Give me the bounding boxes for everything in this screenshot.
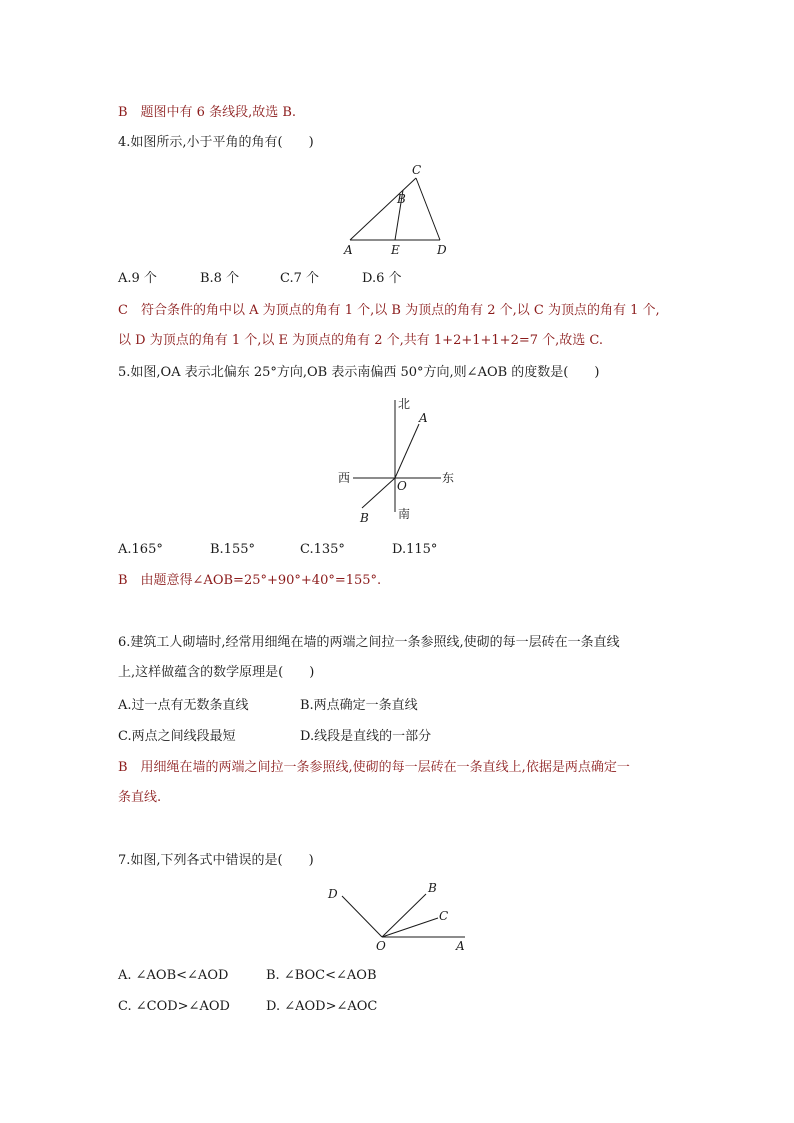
q6-answer-line1: B 用细绳在墙的两端之间拉一条参照线,使砌的每一层砖在一条直线上,依据是两点确定一 (118, 760, 630, 775)
q6-option-d: D.线段是直线的一部分 (300, 729, 432, 744)
q4-figure (340, 160, 460, 260)
q7-option-a: A. ∠AOB<∠AOD (118, 968, 229, 983)
q6-option-a: A.过一点有无数条直线 (118, 698, 249, 713)
q4-option-b: B.8 个 (200, 271, 240, 286)
q6-question-line2: 上,这样做蕴含的数学原理是( ) (118, 665, 315, 680)
q5-option-c: C.135° (300, 542, 345, 557)
q4-segment-CD (416, 178, 440, 240)
q4-answer-line2: 以 D 为顶点的角有 1 个,以 E 为顶点的角有 2 个,共有 1+2+1+1+2=7 个,故选 C. (118, 333, 604, 348)
q5-label-north: 北 (398, 397, 411, 411)
q6-answer-line2: 条直线. (118, 790, 162, 805)
q7-option-b: B. ∠BOC<∠AOB (266, 968, 377, 983)
q4-answer-line1: C 符合条件的角中以 A 为顶点的角有 1 个,以 B 为顶点的角有 2 个,以 C 为顶点的角有 1 个, (118, 303, 660, 318)
q7-question: 7.如图,下列各式中错误的是( ) (118, 853, 314, 868)
q5-label-south: 南 (398, 507, 411, 521)
q7-ray-OD (342, 896, 382, 937)
q7-ray-OC (382, 918, 438, 937)
q5-figure (335, 392, 465, 527)
q5-option-b: B.155° (210, 542, 255, 557)
q4-label-D: D (437, 243, 447, 257)
q5-label-B: B (360, 511, 369, 525)
q4-option-d: D.6 个 (362, 271, 402, 286)
q6-option-c: C.两点之间线段最短 (118, 729, 236, 744)
q4-segment-AC (350, 178, 416, 240)
q7-label-C: C (439, 909, 449, 923)
q6-question-line1: 6.建筑工人砌墙时,经常用细绳在墙的两端之间拉一条参照线,使砌的每一层砖在一条直线 (118, 635, 620, 650)
q4-label-C: C (412, 163, 422, 177)
q7-label-B: B (428, 881, 437, 895)
q7-label-O: O (376, 939, 386, 953)
q4-question: 4.如图所示,小于平角的角有( ) (118, 135, 314, 150)
q6-option-b: B.两点确定一条直线 (300, 698, 418, 713)
q5-question: 5.如图,OA 表示北偏东 25°方向,OB 表示南偏西 50°方向,则∠AOB 的度数是( ) (118, 365, 600, 380)
q5-label-west: 西 (338, 471, 351, 485)
q4-label-A: A (344, 243, 353, 257)
q5-option-d: D.115° (392, 542, 438, 557)
q5-answer: B 由题意得∠AOB=25°+90°+40°=155°. (118, 573, 382, 588)
q5-ray-OB (362, 478, 395, 508)
q7-label-D: D (328, 887, 338, 901)
q5-label-O: O (397, 479, 407, 493)
q3-answer: B 题图中有 6 条线段,故选 B. (118, 105, 297, 120)
q7-label-A: A (456, 939, 465, 953)
q5-ray-OA (395, 424, 419, 478)
q7-option-d: D. ∠AOD>∠AOC (266, 999, 378, 1014)
q4-option-c: C.7 个 (280, 271, 320, 286)
q4-label-B: B (397, 192, 406, 206)
q7-option-c: C. ∠COD>∠AOD (118, 999, 230, 1014)
q5-label-east: 东 (442, 471, 455, 485)
q5-label-A: A (419, 411, 428, 425)
q7-figure (320, 878, 480, 958)
q7-ray-OB (382, 894, 426, 937)
q5-option-a: A.165° (118, 542, 163, 557)
q4-option-a: A.9 个 (118, 271, 157, 286)
q4-label-E: E (391, 243, 400, 257)
